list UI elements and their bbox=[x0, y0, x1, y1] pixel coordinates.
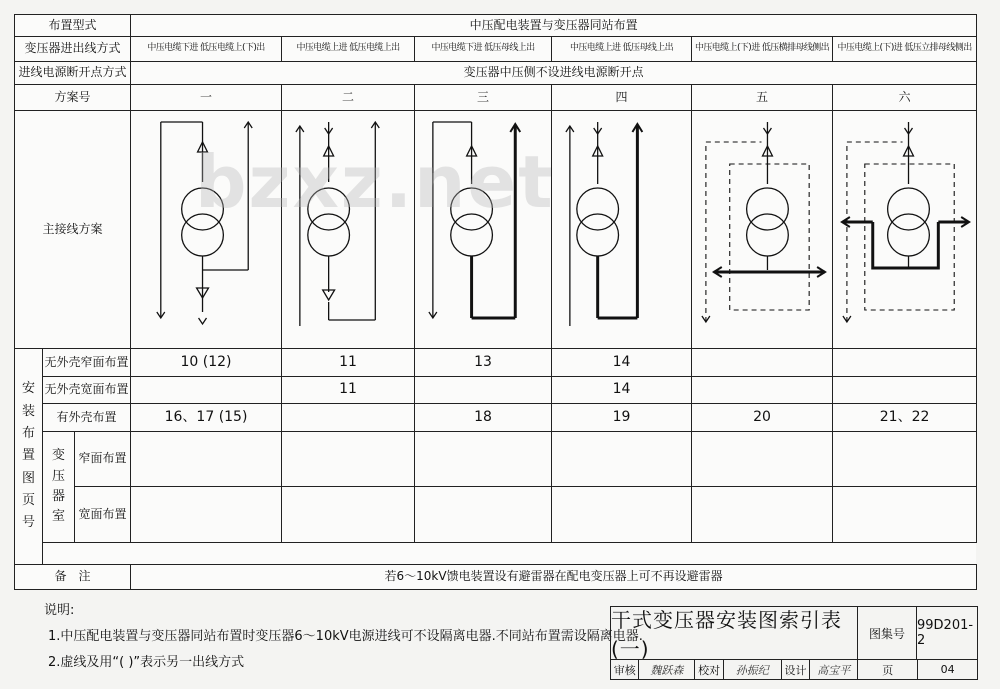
scheme-6: 六 bbox=[833, 85, 977, 111]
io-value-3: 中压电缆下进 低压母线上出 bbox=[415, 37, 552, 62]
side-char: 装 bbox=[21, 403, 35, 419]
side-char: 布 bbox=[21, 426, 35, 442]
page-label: 页 bbox=[858, 660, 918, 679]
wiring-diagram-2 bbox=[282, 111, 415, 349]
drawing-title: 干式变压器安装图索引表(一) bbox=[611, 607, 858, 660]
install-cell bbox=[833, 349, 977, 377]
check-signature: 孙振纪 bbox=[724, 660, 782, 679]
design-signature: 高宝平 bbox=[810, 660, 858, 679]
install-cell bbox=[131, 487, 282, 543]
io-label: 变压器进出线方式 bbox=[15, 37, 131, 62]
scheme-5: 五 bbox=[692, 85, 833, 111]
install-cell: 18 bbox=[415, 404, 552, 432]
install-cell bbox=[833, 377, 977, 404]
scheme-label: 方案号 bbox=[15, 85, 131, 111]
wiring-diagram-1 bbox=[131, 111, 282, 349]
install-cell bbox=[692, 349, 833, 377]
install-cell bbox=[692, 377, 833, 404]
install-cell bbox=[415, 377, 552, 404]
design-label: 设计 bbox=[782, 660, 810, 679]
review-signature: 魏跃森 bbox=[639, 660, 695, 679]
room-row-label: 宽面布置 bbox=[75, 487, 131, 543]
install-cell: 14 bbox=[552, 377, 692, 404]
io-value-2: 中压电缆上进 低压电缆上出 bbox=[282, 37, 415, 62]
set-number-label: 图集号 bbox=[858, 607, 917, 660]
room-char: 室 bbox=[51, 509, 65, 525]
signature-row bbox=[611, 660, 977, 679]
install-cell: 10 (12) bbox=[131, 349, 282, 377]
install-cell bbox=[833, 432, 977, 487]
install-cell bbox=[833, 487, 977, 543]
install-cell bbox=[282, 404, 415, 432]
notes-title: 说明: bbox=[44, 603, 75, 618]
wiring-diagram-3 bbox=[415, 111, 552, 349]
disconnect-label: 进线电源断开点方式 bbox=[15, 62, 131, 85]
title-block bbox=[610, 606, 978, 680]
side-char: 页 bbox=[21, 492, 35, 508]
install-side-label bbox=[15, 349, 43, 565]
install-cell bbox=[415, 487, 552, 543]
side-char: 置 bbox=[21, 448, 35, 464]
wiring-diagram-6 bbox=[833, 111, 977, 349]
install-cell bbox=[552, 432, 692, 487]
install-cell: 11 bbox=[282, 349, 415, 377]
side-char: 安 bbox=[21, 381, 35, 397]
index-table bbox=[14, 14, 977, 590]
scheme-3: 三 bbox=[415, 85, 552, 111]
io-value-1: 中压电缆下进 低压电缆上(下)出 bbox=[131, 37, 282, 62]
side-char: 号 bbox=[21, 515, 35, 531]
install-row-label: 无外壳窄面布置 bbox=[43, 349, 131, 377]
note-item: 2.虚线及用“( )”表示另一出线方式 bbox=[48, 655, 245, 670]
install-cell bbox=[552, 487, 692, 543]
install-cell bbox=[131, 377, 282, 404]
io-value-4: 中压电缆上进 低压母线上出 bbox=[552, 37, 692, 62]
note-item: 1.中压配电装置与变压器同站布置时变压器6～10kV电源进线可不设隔离电器.不同站布置需设隔离电器. bbox=[48, 629, 643, 644]
room-char: 器 bbox=[51, 489, 65, 504]
install-row-label: 无外壳宽面布置 bbox=[43, 377, 131, 404]
install-cell: 20 bbox=[692, 404, 833, 432]
install-cell: 11 bbox=[282, 377, 415, 404]
install-cell bbox=[131, 432, 282, 487]
io-value-5: 中压电缆上(下)进 低压横排母线侧出 bbox=[692, 37, 833, 62]
room-side-label bbox=[43, 432, 75, 543]
wiring-diagram-5 bbox=[692, 111, 833, 349]
install-cell bbox=[692, 487, 833, 543]
install-row-label: 有外壳布置 bbox=[43, 404, 131, 432]
install-cell bbox=[692, 432, 833, 487]
wiring-diagram-4 bbox=[552, 111, 692, 349]
side-char: 图 bbox=[21, 470, 35, 486]
scheme-4: 四 bbox=[552, 85, 692, 111]
install-cell: 19 bbox=[552, 404, 692, 432]
install-cell: 21、22 bbox=[833, 404, 977, 432]
remark-value: 若6～10kV馈电装置设有避雷器在配电变压器上可不再设避雷器 bbox=[131, 565, 977, 590]
wiring-label: 主接线方案 bbox=[15, 111, 131, 349]
remark-label: 备 注 bbox=[15, 565, 131, 590]
layout-label: 布置型式 bbox=[15, 15, 131, 37]
room-char: 变 bbox=[51, 448, 65, 464]
install-side-chars bbox=[15, 382, 42, 530]
install-cell: 13 bbox=[415, 349, 552, 377]
install-cell bbox=[282, 487, 415, 543]
room-side-chars bbox=[43, 449, 74, 524]
install-cell bbox=[282, 432, 415, 487]
check-label: 校对 bbox=[695, 660, 723, 679]
notes bbox=[44, 598, 643, 676]
room-char: 压 bbox=[51, 468, 65, 484]
scheme-2: 二 bbox=[282, 85, 415, 111]
install-cell: 14 bbox=[552, 349, 692, 377]
install-cell bbox=[415, 432, 552, 487]
set-number: 99D201-2 bbox=[917, 607, 977, 660]
io-value-6: 中压电缆上(下)进 低压立排母线侧出 bbox=[833, 37, 977, 62]
room-row-label: 窄面布置 bbox=[75, 432, 131, 487]
page-number: 04 bbox=[940, 663, 955, 676]
review-label: 审核 bbox=[611, 660, 639, 679]
watermark: bzxz.net bbox=[195, 140, 555, 224]
layout-value: 中压配电装置与变压器同站布置 bbox=[131, 15, 977, 37]
scheme-1: 一 bbox=[131, 85, 282, 111]
disconnect-value: 变压器中压侧不设进线电源断开点 bbox=[131, 62, 977, 85]
install-cell: 16、17 (15) bbox=[131, 404, 282, 432]
